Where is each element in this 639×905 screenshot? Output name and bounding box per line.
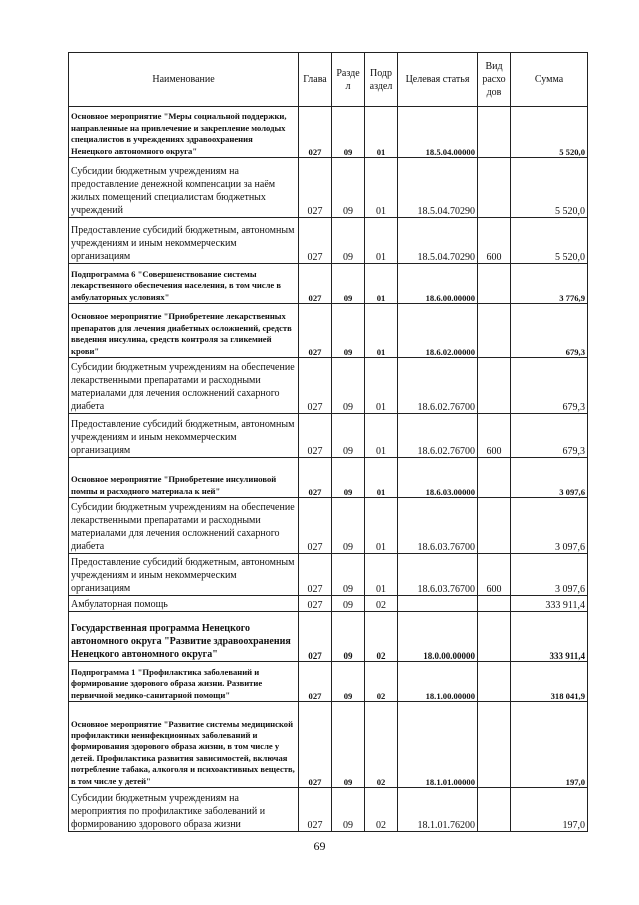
row-name: Субсидии бюджетным учреждениям на мероприятия по профилактике заболеваний и формированию здорового образа жизни [69, 788, 299, 832]
row-target: 18.6.03.76700 [398, 554, 478, 596]
row-sum: 5 520,0 [511, 218, 588, 264]
row-subsection: 02 [365, 788, 398, 832]
row-section: 09 [332, 612, 365, 662]
row-section: 09 [332, 218, 365, 264]
row-chapter: 027 [299, 358, 332, 414]
row-name: Основное мероприятие "Приобретение лекарственных препаратов для лечения диабетных осложнений, средств введения инсулина, средств контроля за гликемией крови" [69, 304, 299, 358]
row-sum: 679,3 [511, 414, 588, 458]
row-name: Предоставление субсидий бюджетным, автономным учреждениям и иным некоммерческим организациям [69, 414, 299, 458]
row-target: 18.6.03.76700 [398, 498, 478, 554]
table-row [69, 264, 588, 304]
row-subsection: 01 [365, 158, 398, 218]
row-sum: 3 776,9 [511, 264, 588, 304]
row-exp [478, 158, 511, 218]
table-row [69, 414, 588, 458]
row-section: 09 [332, 304, 365, 358]
row-chapter: 027 [299, 702, 332, 788]
row-section: 09 [332, 596, 365, 612]
row-exp: 600 [478, 218, 511, 264]
row-name: Субсидии бюджетным учреждениям на обеспечение лекарственными препаратами и расходными материалами для лечения осложнений сахарного диабета [69, 358, 299, 414]
row-target: 18.6.02.76700 [398, 414, 478, 458]
row-exp [478, 498, 511, 554]
row-name: Предоставление субсидий бюджетным, автономным учреждениям и иным некоммерческим организациям [69, 554, 299, 596]
header-name: Наименование [69, 53, 299, 107]
row-chapter: 027 [299, 662, 332, 702]
row-section: 09 [332, 264, 365, 304]
row-target: 18.6.02.00000 [398, 304, 478, 358]
row-name: Государственная программа Ненецкого автономного округа "Развитие здравоохранения Ненецкого автономного округа" [69, 612, 299, 662]
row-target: 18.0.00.00000 [398, 612, 478, 662]
row-name: Предоставление субсидий бюджетным, автономным учреждениям и иным некоммерческим организациям [69, 218, 299, 264]
row-sum: 197,0 [511, 788, 588, 832]
row-name: Основное мероприятие "Развитие системы медицинской профилактики неинфекционных заболеваний и формирования здорового образа жизни, в том числе у детей. Профилактика развития зависимостей, включая потребление табака, алкоголя и психоактивных веществ, в том числе у детей" [69, 702, 299, 788]
row-name: Основное мероприятие "Приобретение инсулиновой помпы и расходного материала к ней" [69, 458, 299, 498]
table-row [69, 662, 588, 702]
row-exp [478, 702, 511, 788]
table-row [69, 358, 588, 414]
row-sum: 5 520,0 [511, 158, 588, 218]
row-subsection: 01 [365, 264, 398, 304]
row-target: 18.1.00.00000 [398, 662, 478, 702]
row-sum: 3 097,6 [511, 554, 588, 596]
row-chapter: 027 [299, 596, 332, 612]
budget-table [68, 52, 588, 832]
table-row [69, 458, 588, 498]
row-chapter: 027 [299, 788, 332, 832]
row-exp [478, 596, 511, 612]
row-sum: 679,3 [511, 358, 588, 414]
row-chapter: 027 [299, 107, 332, 158]
row-subsection: 01 [365, 414, 398, 458]
row-name: Амбулаторная помощь [69, 596, 299, 612]
table-row [69, 788, 588, 832]
row-sum: 333 911,4 [511, 596, 588, 612]
table-row [69, 498, 588, 554]
row-target: 18.5.04.70290 [398, 158, 478, 218]
row-name: Основное мероприятие "Меры социальной поддержки, направленные на привлечение и закрепление молодых специалистов в учреждениях здравоохранения Ненецкого автономного округа" [69, 107, 299, 158]
page-number: 69 [313, 839, 326, 853]
budget-table-sheet [68, 52, 587, 832]
header-exp: Вид расхо дов [478, 53, 511, 107]
row-sum: 5 520,0 [511, 107, 588, 158]
row-subsection: 01 [365, 554, 398, 596]
row-section: 09 [332, 498, 365, 554]
table-row [69, 554, 588, 596]
table-row [69, 304, 588, 358]
row-subsection: 01 [365, 107, 398, 158]
row-subsection: 01 [365, 358, 398, 414]
row-sum: 333 911,4 [511, 612, 588, 662]
row-subsection: 01 [365, 218, 398, 264]
row-chapter: 027 [299, 304, 332, 358]
row-exp [478, 264, 511, 304]
row-chapter: 027 [299, 414, 332, 458]
table-row [69, 596, 588, 612]
row-target: 18.6.00.00000 [398, 264, 478, 304]
row-target: 18.6.02.76700 [398, 358, 478, 414]
row-exp [478, 304, 511, 358]
row-subsection: 01 [365, 304, 398, 358]
row-chapter: 027 [299, 554, 332, 596]
row-chapter: 027 [299, 218, 332, 264]
header-section: Разде л [332, 53, 365, 107]
row-target: 18.1.01.76200 [398, 788, 478, 832]
row-exp [478, 662, 511, 702]
header-sum: Сумма [511, 53, 588, 107]
row-subsection: 02 [365, 662, 398, 702]
row-section: 09 [332, 358, 365, 414]
row-exp [478, 458, 511, 498]
row-exp [478, 358, 511, 414]
row-subsection: 01 [365, 458, 398, 498]
row-subsection: 02 [365, 596, 398, 612]
header-target: Целевая статья [398, 53, 478, 107]
row-sum: 3 097,6 [511, 458, 588, 498]
row-target: 18.5.04.00000 [398, 107, 478, 158]
table-row [69, 158, 588, 218]
row-section: 09 [332, 702, 365, 788]
row-chapter: 027 [299, 498, 332, 554]
row-exp: 600 [478, 414, 511, 458]
row-name: Подпрограмма 6 "Совершенствование системы лекарственного обеспечения населения, в том числе в амбулаторных условиях" [69, 264, 299, 304]
row-target [398, 596, 478, 612]
row-section: 09 [332, 414, 365, 458]
row-subsection: 02 [365, 702, 398, 788]
row-name: Субсидии бюджетным учреждениям на предоставление денежной компенсации за наём жилых помещений специалистам бюджетных учреждений [69, 158, 299, 218]
row-section: 09 [332, 662, 365, 702]
row-sum: 3 097,6 [511, 498, 588, 554]
row-exp [478, 107, 511, 158]
header-chapter: Глава [299, 53, 332, 107]
row-exp [478, 788, 511, 832]
header-row [69, 53, 588, 107]
row-exp: 600 [478, 554, 511, 596]
row-section: 09 [332, 107, 365, 158]
row-section: 09 [332, 788, 365, 832]
table-row [69, 702, 588, 788]
header-subsection: Подр аздел [365, 53, 398, 107]
row-chapter: 027 [299, 264, 332, 304]
row-subsection: 02 [365, 612, 398, 662]
row-chapter: 027 [299, 458, 332, 498]
row-sum: 318 041,9 [511, 662, 588, 702]
table-row [69, 218, 588, 264]
table-row [69, 107, 588, 158]
row-name: Подпрограмма 1 "Профилактика заболеваний и формирование здорового образа жизни. Развитие первичной медико-санитарной помощи" [69, 662, 299, 702]
table-row [69, 612, 588, 662]
row-target: 18.5.04.70290 [398, 218, 478, 264]
row-target: 18.6.03.00000 [398, 458, 478, 498]
row-chapter: 027 [299, 612, 332, 662]
row-sum: 197,0 [511, 702, 588, 788]
row-target: 18.1.01.00000 [398, 702, 478, 788]
row-subsection: 01 [365, 498, 398, 554]
row-chapter: 027 [299, 158, 332, 218]
row-name: Субсидии бюджетным учреждениям на обеспечение лекарственными препаратами и расходными материалами для лечения осложнений сахарного диабета [69, 498, 299, 554]
row-exp [478, 612, 511, 662]
row-section: 09 [332, 158, 365, 218]
row-section: 09 [332, 554, 365, 596]
row-section: 09 [332, 458, 365, 498]
row-sum: 679,3 [511, 304, 588, 358]
